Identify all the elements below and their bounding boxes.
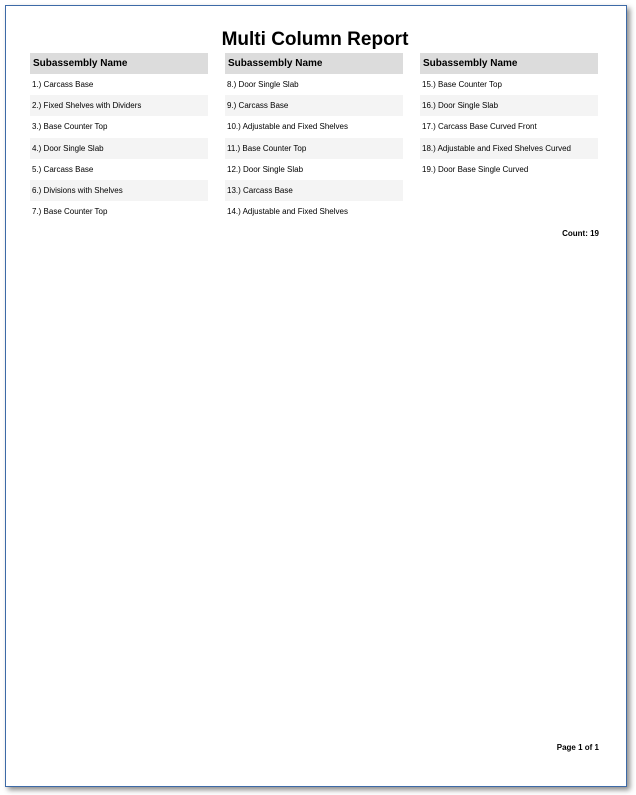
list-item: 16.) Door Single Slab (420, 95, 598, 116)
list-item: 3.) Base Counter Top (32, 122, 108, 132)
list-item: 6.) Divisions with Shelves (30, 180, 208, 201)
page-number: Page 1 of 1 (556, 743, 599, 752)
list-item: 4.) Door Single Slab (30, 138, 208, 159)
list-item: 14.) Adjustable and Fixed Shelves (227, 207, 348, 217)
record-count: Count: 19 (562, 229, 599, 238)
list-item: 5.) Carcass Base (32, 164, 94, 174)
list-item: 2.) Fixed Shelves with Dividers (30, 95, 208, 116)
report-title: Multi Column Report (221, 29, 409, 50)
list-item: 15.) Base Counter Top (422, 80, 502, 89)
report-column-1 (30, 53, 208, 222)
report-column-2 (225, 53, 403, 222)
column-header: Subassembly Name (225, 53, 403, 74)
list-item: 19.) Door Base Single Curved (422, 164, 529, 174)
list-item: 11.) Base Counter Top (225, 138, 403, 159)
list-item: 18.) Adjustable and Fixed Shelves Curved (420, 138, 598, 159)
list-item: 10.) Adjustable and Fixed Shelves (227, 122, 348, 132)
list-item: 8.) Door Single Slab (227, 80, 299, 89)
list-item: 12.) Door Single Slab (227, 164, 304, 174)
column-header: Subassembly Name (420, 53, 598, 74)
list-item: 17.) Carcass Base Curved Front (422, 122, 537, 132)
list-item: 1.) Carcass Base (32, 80, 94, 89)
column-header: Subassembly Name (30, 53, 208, 74)
list-item: 7.) Base Counter Top (32, 207, 108, 217)
list-item: 9.) Carcass Base (225, 95, 403, 116)
report-column-3 (420, 53, 598, 180)
list-item: 13.) Carcass Base (225, 180, 403, 201)
